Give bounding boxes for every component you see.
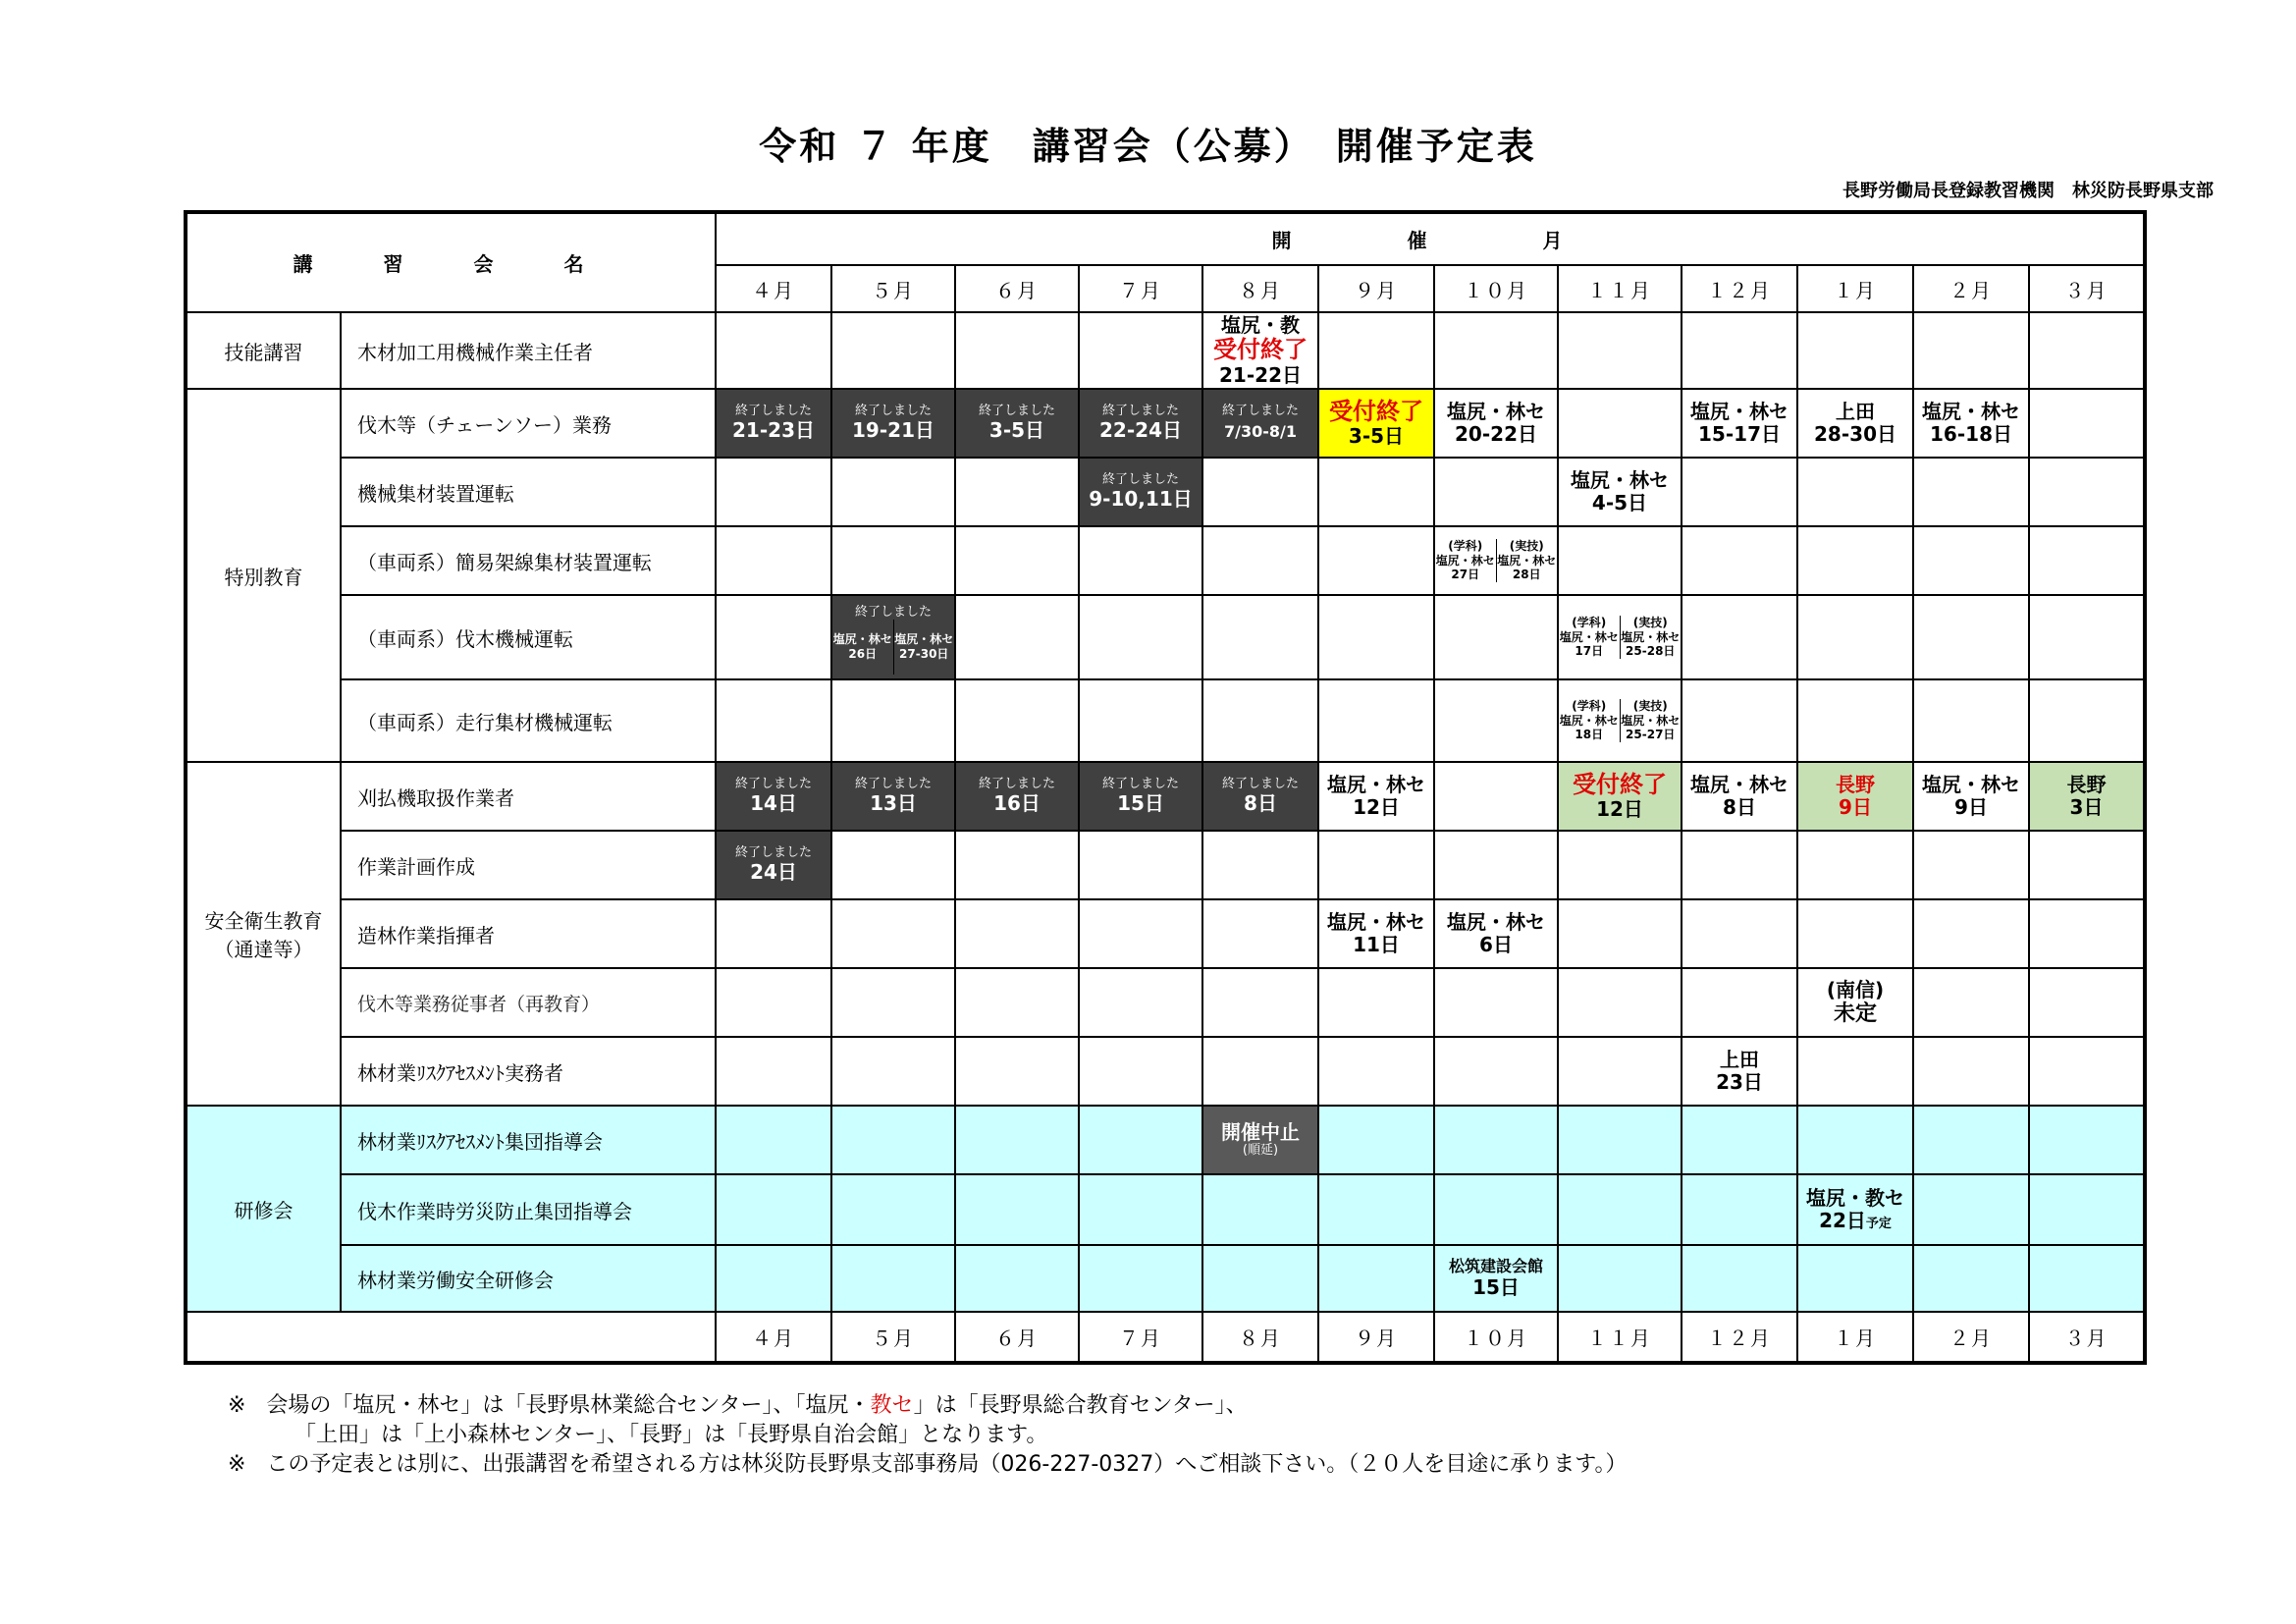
course-row [186,968,2145,1037]
venue: 塩尻・林セ [832,632,892,647]
month-footer: ２月 [1913,1312,2029,1363]
gakka-label: (学科) [1448,539,1483,554]
course-row [186,1106,2145,1174]
date: 4-5日 [1591,491,1648,514]
note-venues [228,1388,1248,1419]
month-header: ５月 [831,265,955,312]
category-skill: 技能講習 [186,312,341,389]
date: 19-21日 [852,417,934,442]
venue: 上田 [1836,400,1875,423]
finished-label: 終了しました [1101,404,1179,419]
venue: 塩尻・林セ [1435,553,1495,568]
page-title: 令和 ７ 年度 講習会（公募） 開催予定表 [759,125,1537,168]
course-name-header: 講 習 会 名 [186,212,716,312]
schedule-cell [1913,762,2029,831]
date: 22-24日 [1099,417,1182,442]
course-name: 木材加工用機械作業主任者 [341,312,716,389]
cancelled-label: 開催中止 [1221,1120,1300,1145]
date: 16日 [993,790,1041,815]
finished-label: 終了しました [734,845,812,861]
venue: 塩尻・林セ [1922,773,2020,796]
schedule-cell [2029,762,2145,831]
date: 11日 [1353,933,1400,956]
month-header: ２月 [1913,265,2029,312]
date: 8日 [1723,795,1756,819]
course-row [186,389,2145,458]
course-row [186,458,2145,526]
venue: 塩尻・林セ [1690,400,1789,423]
finished-label: 終了しました [734,777,812,792]
gakka-label: (学科) [1572,616,1607,630]
course-row [186,312,2145,389]
date: 7/30-8/1 [1224,421,1297,441]
venue: 塩尻・林セ [894,632,954,647]
course-name: （車両系）簡易架線集材装置運転 [341,526,716,595]
schedule-cell [1797,1174,1913,1245]
venue: 塩尻・林セ [1690,773,1789,796]
jitsugi-label: (実技) [1632,616,1668,630]
date: 21-23日 [732,417,815,442]
note-text: この予定表とは別に、出張講習を希望される方は林災防長野県支部事務局（026-227-0327）へご相談下さい。（２０人を目途に承ります。） [266,1452,1628,1477]
date: 3-5日 [988,417,1045,442]
schedule-cell [1682,1037,1797,1106]
schedule-cell-split [1558,595,1682,679]
course-name: 伐木作業時労災防止集団指導会 [341,1174,716,1245]
schedule-cell [1434,899,1558,968]
schedule-cell-finished [1202,389,1318,458]
venue: 塩尻・林セ [1922,400,2020,423]
schedule-cell [1913,389,2029,458]
venue: 塩尻・林セ [1327,773,1425,796]
venue: (南信) [1826,977,1885,1001]
month-footer: ４月 [716,1312,831,1363]
month-header: １月 [1797,265,1913,312]
schedule-cell [1797,968,1913,1037]
venue: 塩尻・林セ [1447,910,1545,934]
closed-label: 受付終了 [1213,336,1308,364]
schedule-cell [1797,389,1913,458]
schedule-cell-finished [831,595,955,679]
date: 26日 [848,646,878,661]
finished-label: 終了しました [854,604,932,620]
course-row [186,1245,2145,1312]
date: 9日 [1954,795,1988,819]
venue: 塩尻・林セ [1621,713,1681,728]
schedule-cell-finished [955,762,1079,831]
date: 25-27日 [1626,728,1676,742]
date: 9日 [1839,795,1872,819]
venue: 松筑建設会館 [1448,1257,1543,1276]
date: 3-5日 [1348,424,1405,449]
date: 12日 [1596,797,1643,822]
note-onsite [228,1447,1628,1478]
course-name: 林材業ﾘｽｸｱｾｽﾒﾝﾄ集団指導会 [341,1106,716,1174]
schedule-cell [1318,762,1434,831]
month-header: ８月 [1202,265,1318,312]
month-footer: １０月 [1434,1312,1558,1363]
finished-label: 終了しました [1221,404,1299,419]
date: 27日 [1451,568,1480,582]
venue: 塩尻・林セ [1497,553,1557,568]
venue: 長野 [2066,773,2107,796]
venue: 塩尻・林セ [1447,400,1545,423]
note-mark: ※ [228,1452,246,1477]
month-header: ９月 [1318,265,1434,312]
note-venues-line2: 「上田」は「上小森林センター」、「長野」は「長野県自治会館」となります。 [294,1423,1048,1447]
course-name: 林材業労働安全研修会 [341,1245,716,1312]
finished-label: 終了しました [978,404,1055,419]
month-footer: ７月 [1079,1312,1202,1363]
postponed-label: (順延) [1242,1143,1279,1159]
date: 20-22日 [1455,422,1537,446]
month-header: １１月 [1558,265,1682,312]
date: 8日 [1244,790,1277,815]
venue: 塩尻・林セ [1559,629,1619,644]
course-row [186,1037,2145,1106]
month-footer: １１月 [1558,1312,1682,1363]
date: 22日 [1819,1209,1866,1232]
category-special: 特別教育 [186,389,341,762]
course-row [186,899,2145,968]
undecided-label: 未定 [1833,1001,1877,1026]
schedule-cell [1434,389,1558,458]
schedule-cell-finished [716,389,831,458]
course-name: 伐木等業務従事者（再教育） [341,968,716,1037]
schedule-cell [1202,312,1318,389]
schedule-cell-closed [1318,389,1434,458]
schedule-cell-finished [955,389,1079,458]
date: 27-30日 [899,646,949,661]
date: 15日 [1472,1274,1520,1299]
organization-name: 長野労働局長登録教習機関 林災防長野県支部 [1842,181,2214,201]
jitsugi-label: (実技) [1632,699,1668,714]
month-footer-row [186,1312,2145,1363]
venue: 塩尻・林セ [1571,468,1669,492]
course-name: （車両系）走行集材機械運転 [341,679,716,762]
schedule-cell-cancelled [1202,1106,1318,1174]
finished-label: 終了しました [734,404,812,419]
schedule-cell-split [1434,526,1558,595]
course-name: 機械集材装置運転 [341,458,716,526]
month-footer: ９月 [1318,1312,1434,1363]
month-header: ４月 [716,265,831,312]
note-text: 会場の「塩尻・林セ」は「長野県林業総合センター」、「塩尻・ [266,1393,871,1418]
course-name: 林材業ﾘｽｸｱｾｽﾒﾝﾄ実務者 [341,1037,716,1106]
jitsugi-label: (実技) [1509,539,1544,554]
month-footer: １月 [1797,1312,1913,1363]
schedule-cell [1318,899,1434,968]
closed-label: 受付終了 [1573,770,1667,798]
gakka-label: (学科) [1572,699,1607,714]
month-footer: ８月 [1202,1312,1318,1363]
date: 25-28日 [1626,644,1676,659]
course-row [186,762,2145,831]
schedule-cell [1797,762,1913,831]
finished-label: 終了しました [1101,472,1179,488]
schedule-cell-finished [1079,762,1202,831]
date: 23日 [1716,1070,1763,1094]
finished-label: 終了しました [1101,777,1179,792]
venue: 塩尻・林セ [1621,629,1681,644]
venue: 塩尻・林セ [1559,713,1619,728]
date: 17日 [1575,644,1604,659]
date: 13日 [870,790,917,815]
period-header: 開 催 月 [716,212,2145,265]
month-footer: １２月 [1682,1312,1797,1363]
month-footer: ６月 [955,1312,1079,1363]
date: 12日 [1353,795,1400,819]
category-safety: 安全衛生教育（通達等） [186,762,341,1106]
date: 18日 [1575,728,1604,742]
category-training: 研修会 [186,1106,341,1312]
date: 21-22日 [1219,362,1302,387]
month-header: ７月 [1079,265,1202,312]
date: 24日 [750,859,797,884]
month-header: ３月 [2029,265,2145,312]
date: 16-18日 [1930,422,2012,446]
venue: 上田 [1720,1048,1759,1071]
schedule-cell [1682,389,1797,458]
schedule-cell-finished [831,762,955,831]
course-row [186,595,2145,679]
date: 28日 [1512,568,1541,582]
date: 6日 [1479,933,1513,956]
schedule-cell [1682,762,1797,831]
course-row [186,831,2145,899]
course-row [186,526,2145,595]
note-text-red: 教セ [870,1393,914,1418]
course-name: （車両系）伐木機械運転 [341,595,716,679]
schedule-cell-finished [716,831,831,899]
month-header: １０月 [1434,265,1558,312]
date: 3日 [2069,795,2104,819]
course-name: 刈払機取扱作業者 [341,762,716,831]
finished-label: 終了しました [978,777,1055,792]
finished-label: 終了しました [854,777,932,792]
date: 15日 [1117,790,1164,815]
schedule-cell [1434,1245,1558,1312]
schedule-cell-finished [1079,389,1202,458]
date: 14日 [750,790,797,815]
venue: 長野 [1836,773,1875,796]
course-name: 伐木等（チェーンソー）業務 [341,389,716,458]
note-text: 」は「長野県総合教育センター」、 [913,1393,1248,1418]
course-row [186,1174,2145,1245]
month-header: １２月 [1682,265,1797,312]
schedule-table [184,210,2147,1365]
course-row [186,679,2145,762]
venue: 塩尻・林セ [1327,910,1425,934]
note-mark: ※ [228,1393,246,1418]
planned-label: 予定 [1865,1217,1892,1231]
month-footer: ５月 [831,1312,955,1363]
schedule-cell-finished [1079,458,1202,526]
finished-label: 終了しました [1221,777,1299,792]
finished-label: 終了しました [854,404,932,419]
venue: 塩尻・教セ [1806,1186,1904,1210]
closed-label: 受付終了 [1329,397,1423,425]
schedule-cell-split [1558,679,1682,762]
schedule-cell [1558,458,1682,526]
date: 9-10,11日 [1089,486,1193,511]
schedule-cell-closed [1558,762,1682,831]
month-header: ６月 [955,265,1079,312]
schedule-cell-finished [831,389,955,458]
date: 28-30日 [1814,422,1896,446]
course-name: 作業計画作成 [341,831,716,899]
schedule-cell-finished [1202,762,1318,831]
date: 15-17日 [1698,422,1781,446]
schedule-cell-finished [716,762,831,831]
venue: 塩尻・教 [1221,313,1300,338]
month-footer: ３月 [2029,1312,2145,1363]
course-name: 造林作業指揮者 [341,899,716,968]
